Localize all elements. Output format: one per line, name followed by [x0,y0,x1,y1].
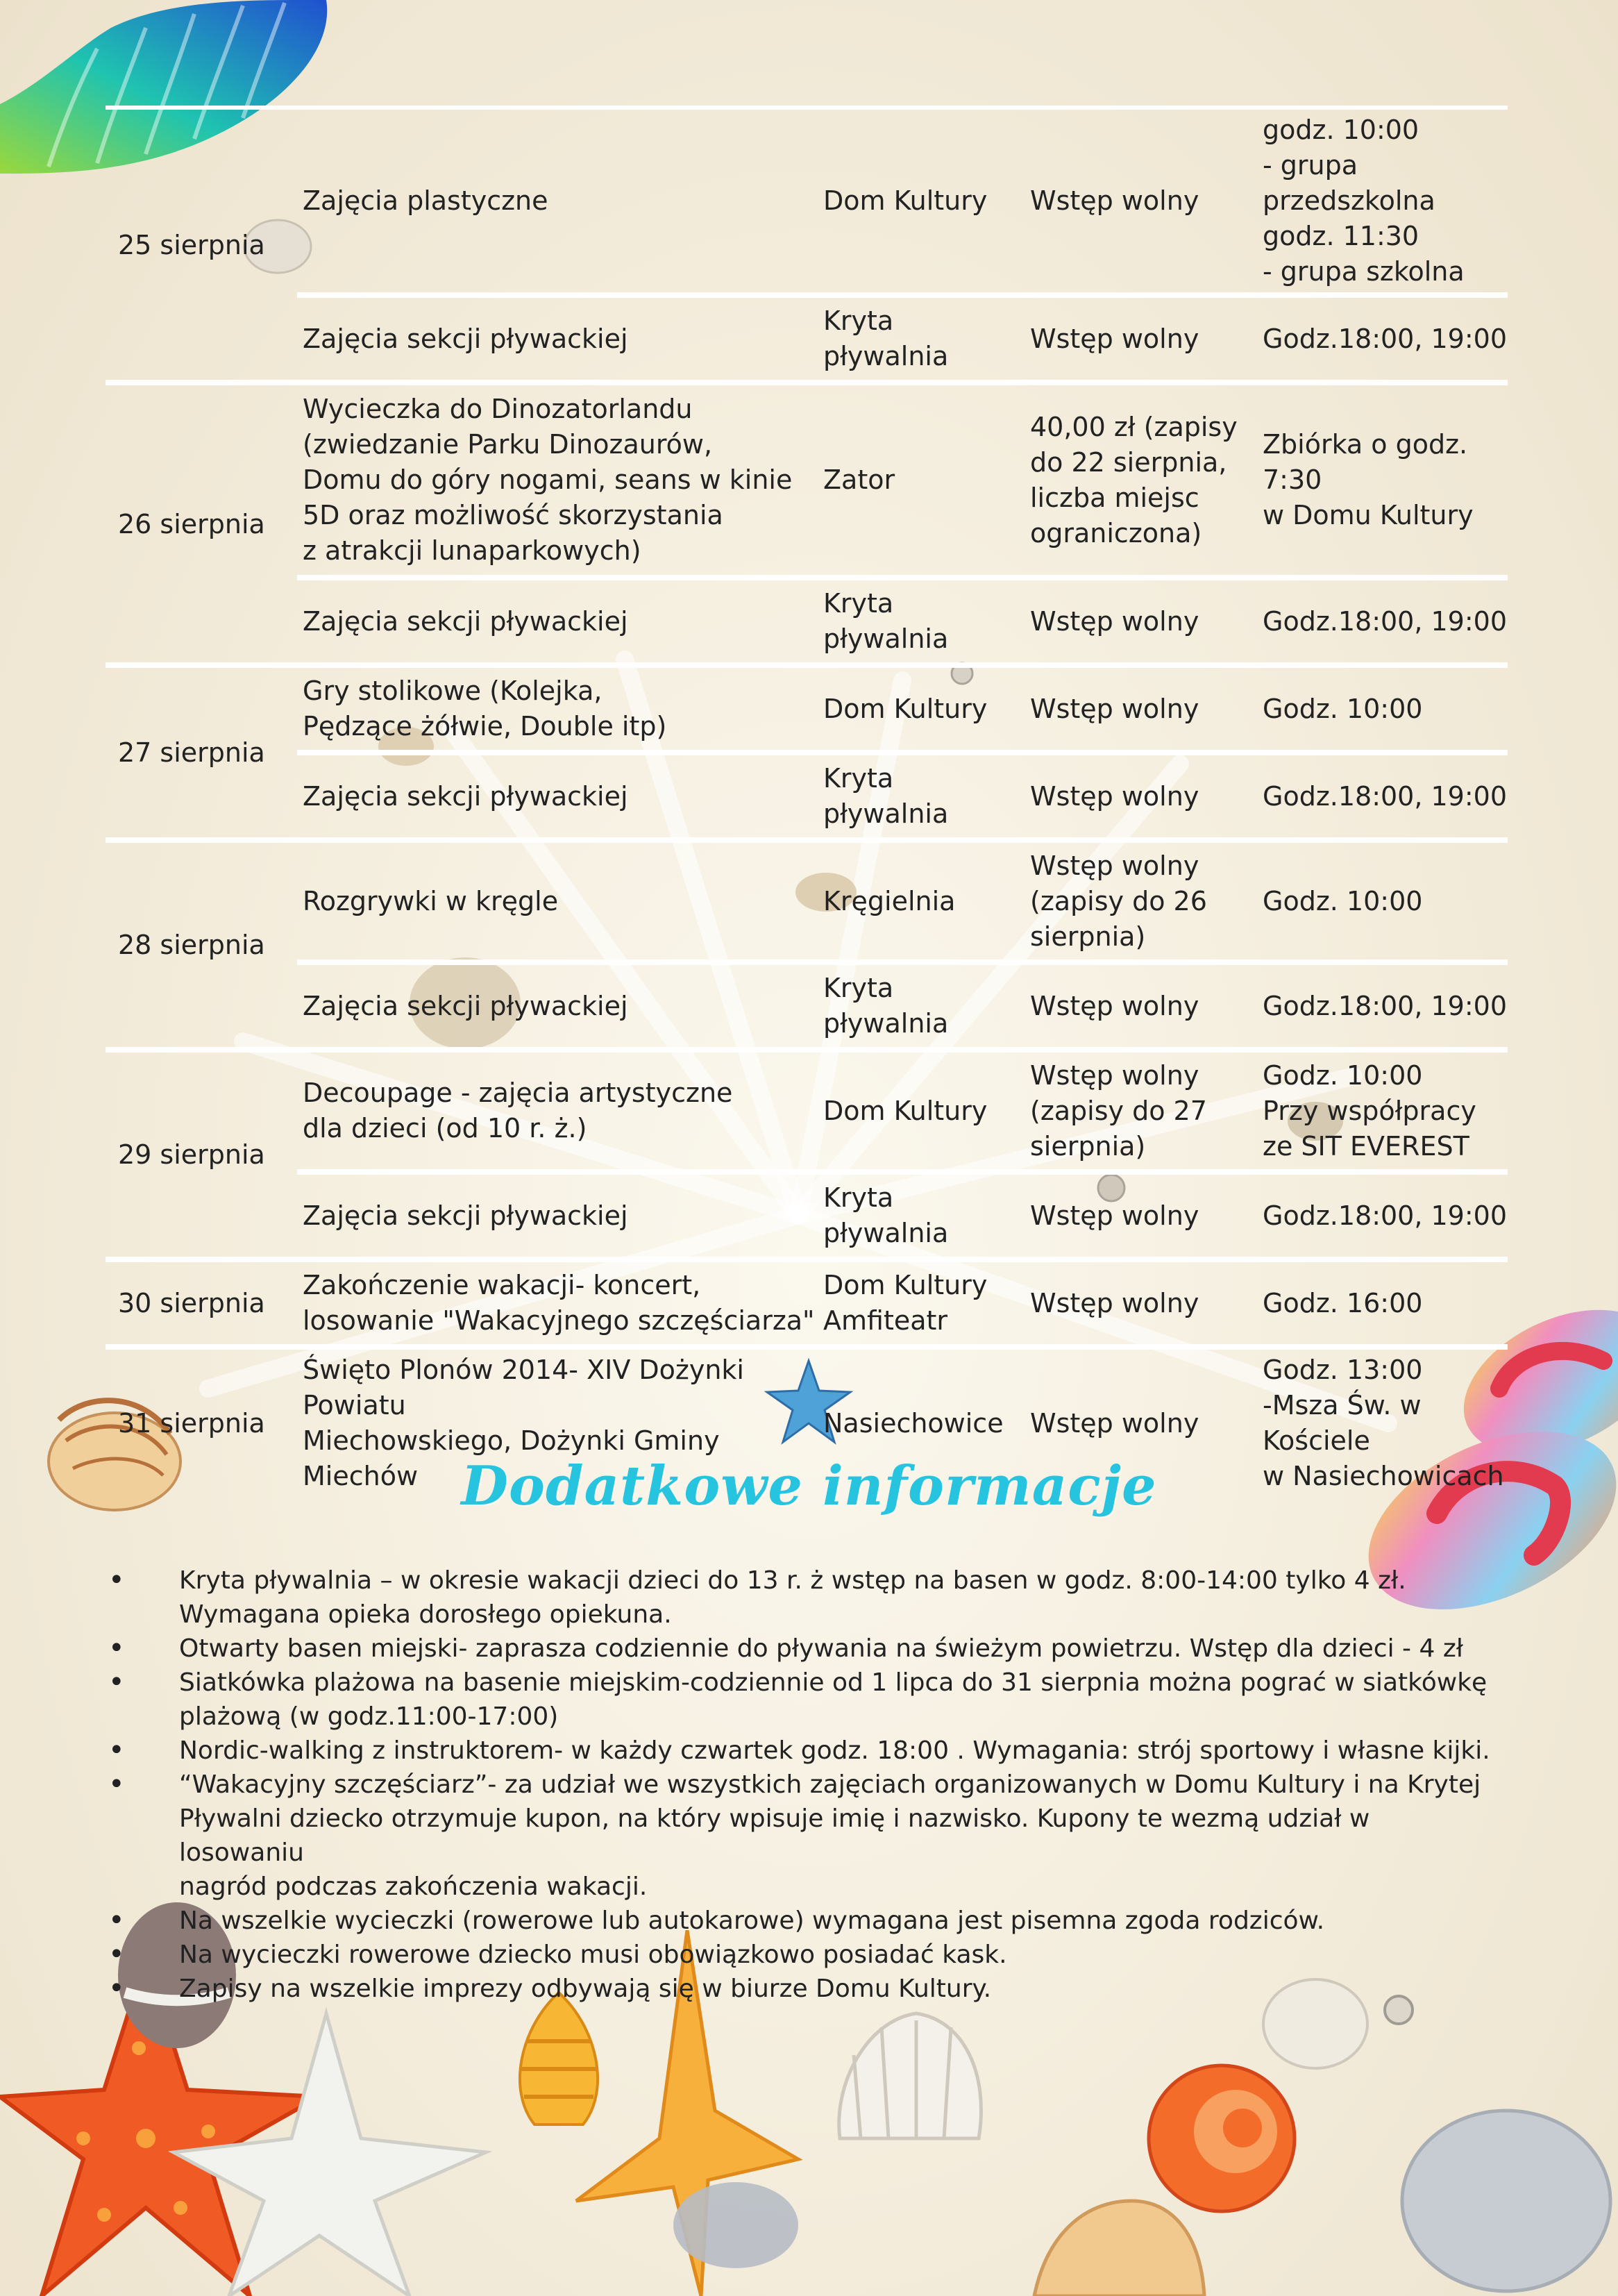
price-cell: Wstęp wolny [1030,1200,1199,1231]
place-cell: Nasiechowice [823,1407,1004,1439]
day-date: 30 sierpnia [118,1288,265,1318]
table-row [297,1262,1508,1344]
day-group [106,843,1508,1053]
list-item: • Na wycieczki rowerowe dziecko musi obowiązkowo posiadać kask. [104,1938,1499,1972]
activity-cell: Zajęcia sekcji pływackiej [303,1200,628,1231]
activity-cell: Zajęcia sekcji pływackiej [303,323,628,354]
activity-cell: Zajęcia plastyczne [303,185,548,216]
pebble-icon [666,2173,805,2277]
table-row [297,575,1508,662]
activity-cell: Zakończenie wakacji- koncert, losowanie "Wakacyjnego szczęściarza" [303,1270,815,1336]
day-group [106,1053,1508,1262]
list-item: • Otwarty basen miejski- zaprasza codziennie do pływania na świeżym powietrzu. Wstęp dla dzieci - 4 zł [104,1632,1499,1666]
activity-cell: Zajęcia sekcji pływackiej [303,780,628,812]
list-item: • Zapisy na wszelkie imprezy odbywają się w biurze Domu Kultury. [104,1972,1499,2006]
place-cell: Kryta pływalnia [823,305,949,371]
table-row [297,110,1508,292]
activity-cell: Gry stolikowe (Kolejka, Pędzące żółwie, Double itp) [303,676,667,741]
schedule-table [106,106,1508,1497]
place-cell: Zator [823,464,895,495]
time-cell: Godz. 16:00 [1263,1287,1423,1318]
place-cell: Kryta pływalnia [823,973,949,1039]
price-cell: Wstęp wolny [1030,605,1199,637]
price-cell: 40,00 zł (zapisy do 22 sierpnia, liczba miejsc ograniczona) [1030,411,1238,548]
time-cell: Godz.18:00, 19:00 [1263,323,1508,354]
activity-cell: Zajęcia sekcji pływackiej [303,605,628,637]
day-date: 31 sierpnia [118,1408,265,1439]
day-rows [297,385,1508,662]
place-cell: Dom Kultury [823,1095,988,1126]
activity-cell: Zajęcia sekcji pływackiej [303,990,628,1021]
day-rows [297,1053,1508,1257]
list-item: • “Wakacyjny szczęściarz”- za udział we wszystkich zajęciach organizowanych w Domu Kultury i na Krytej Pływalni dziecko otrzymuje kupon, na który wpisuje imię i nazwisko. Kupony te wezmą udział w losowaniu nagród podczas zakończenia wakacji. [104,1768,1499,1904]
day-group [106,1262,1508,1350]
activity-cell: Rozgrywki w kręgle [303,885,559,916]
price-cell: Wstęp wolny [1030,693,1199,724]
time-cell: Zbiórka o godz. 7:30 w Domu Kultury [1263,429,1474,530]
price-cell: Wstęp wolny [1030,185,1199,216]
list-item: • Siatkówka plażowa na basenie miejskim-codziennie od 1 lipca do 31 sierpnia można pograć w siatkówkę plażową (w godz.11:00-17:00) [104,1666,1499,1734]
day-rows [297,843,1508,1047]
place-cell: Dom Kultury [823,693,988,724]
activity-cell: Święto Plonów 2014- XIV Dożynki Powiatu Miechowskiego, Dożynki Gminy Miechów [303,1355,744,1491]
day-group [106,110,1508,385]
price-cell: Wstęp wolny [1030,990,1199,1021]
price-cell: Wstęp wolny (zapisy do 27 sierpnia) [1030,1059,1207,1162]
time-cell: Godz.18:00, 19:00 [1263,605,1508,637]
day-date: 27 sierpnia [118,737,265,768]
activity-cell: Decoupage - zajęcia artystyczne dla dzieci (od 10 r. ż.) [303,1078,733,1143]
table-row [297,960,1508,1047]
sea-shell-icon [500,1986,618,2131]
time-cell: Godz. 10:00 [1263,885,1423,916]
time-cell: Godz. 13:00 -Msza Św. w Kościele w Nasiechowicach [1263,1355,1504,1491]
time-cell: Godz.18:00, 19:00 [1263,780,1508,812]
info-title: Dodatkowe informacje [461,1455,1157,1518]
table-row [297,668,1508,750]
day-date: 29 sierpnia [118,1139,265,1170]
day-date: 25 sierpnia [118,229,265,260]
pebble-icon [1395,2076,1618,2296]
sea-shell-icon [1027,2194,1208,2296]
place-cell: Dom Kultury [823,185,988,216]
activity-cell: Wycieczka do Dinozatorlandu (zwiedzanie Parku Dinozaurów, Domu do góry nogami, seans w kinie 5D oraz możliwość skorzystania z atrakcji lunaparkowych) [303,394,793,566]
time-cell: godz. 10:00 - grupa przedszkolna godz. 11:30 - grupa szkolna [1263,115,1465,287]
table-row [297,385,1508,575]
day-date: 26 sierpnia [118,508,265,539]
table-row [297,1169,1508,1257]
place-cell: Kryta pływalnia [823,763,949,829]
price-cell: Wstęp wolny [1030,1407,1199,1439]
price-cell: Wstęp wolny [1030,1287,1199,1318]
day-group [106,385,1508,668]
price-cell: Wstęp wolny (zapisy do 26 sierpnia) [1030,850,1207,952]
list-item: • Kryta pływalnia – w okresie wakacji dzieci do 13 r. ż wstęp na basen w godz. 8:00-14:00 tylko 4 zł. Wymagana opieka dorosłego opiekuna. [104,1564,1499,1632]
info-list [104,1564,1499,2006]
time-cell: Godz. 10:00 [1263,693,1423,724]
day-rows [297,110,1508,380]
list-item: • Na wszelkie wycieczki (rowerowe lub autokarowe) wymagana jest pisemna zgoda rodziców. [104,1904,1499,1938]
list-item: • Nordic-walking z instruktorem- w każdy czwartek godz. 18:00 . Wymagania: strój sportowy i własne kijki. [104,1734,1499,1768]
table-row [297,843,1508,960]
table-row [297,292,1508,380]
place-cell: Kryta pływalnia [823,1182,949,1248]
place-cell: Kręgielnia [823,885,956,916]
time-cell: Godz. 10:00 Przy współpracy ze SIT EVEREST [1263,1059,1476,1162]
day-group [106,668,1508,843]
day-rows [297,668,1508,837]
time-cell: Godz.18:00, 19:00 [1263,1200,1508,1231]
price-cell: Wstęp wolny [1030,323,1199,354]
time-cell: Godz.18:00, 19:00 [1263,990,1508,1021]
sea-shell-icon [826,2000,993,2152]
table-row [297,1053,1508,1169]
table-row [297,750,1508,837]
price-cell: Wstęp wolny [1030,780,1199,812]
place-cell: Kryta pływalnia [823,588,949,654]
day-date: 28 sierpnia [118,930,265,960]
day-rows [297,1262,1508,1344]
place-cell: Dom Kultury Amfiteatr [823,1270,988,1336]
